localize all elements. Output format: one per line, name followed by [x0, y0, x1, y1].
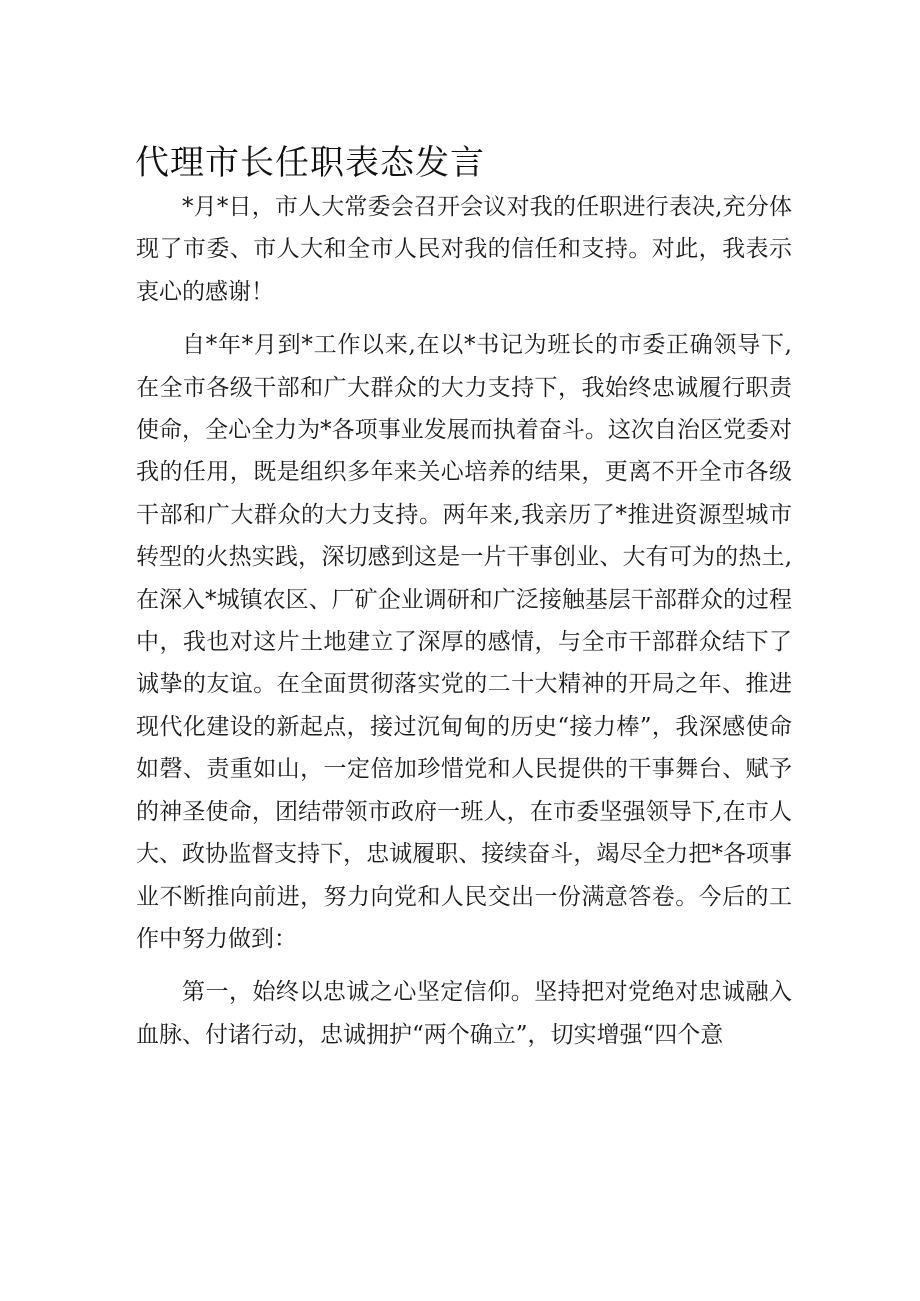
paragraph-1: *月*日，市人大常委会召开会议对我的任职进行表决,充分体现了市委、市人大和全市人民对我的信任和支持。对此，我表示衷心的感谢！ — [136, 194, 792, 305]
document-body — [136, 186, 792, 1067]
document-title: 代理市长任职表态发言 — [135, 143, 485, 183]
paragraph-3: 第一，始终以忠诚之心坚定信仰。坚持把对党绝对忠诚融入血脉、付诸行动，忠诚拥护“两个确立”，切实增强“四个意 — [136, 979, 792, 1048]
paragraph-2: 自*年*月到*工作以来,在以*书记为班长的市委正确领导下,在全市各级干部和广大群众的大力支持下，我始终忠诚履行职责使命，全心全力为*各项事业发展而执着奋斗。这次自治区党委对我的任用，既是组织多年来关心培养的结果，更离不开全市各级干部和广大群众的大力支持。两年来,我亲历了*推进资源型城市转型的火热实践，深切感到这是一片干事创业、大有可为的热土,在深入*城镇农区、厂矿企业调研和广泛接触基层干部群众的过程中，我也对这片土地建立了深厚的感情，与全市干部群众结下了诚挚的友谊。在全面贯彻落实党的二十大精神的开局之年、推进现代化建设的新起点，接过沉甸甸的历史“接力棒”，我深感使命如磬、责重如山，一定倍加珍惜党和人民提供的干事舞台、赋予的神圣使命，团结带领市政府一班人，在市委坚强领导下,在市人大、政协监督支持下，忠诚履职、接续奋斗，竭尽全力把*各项事业不断推向前进，努力向党和人民交出一份满意答卷。今后的工作中努力做到： — [136, 332, 792, 952]
